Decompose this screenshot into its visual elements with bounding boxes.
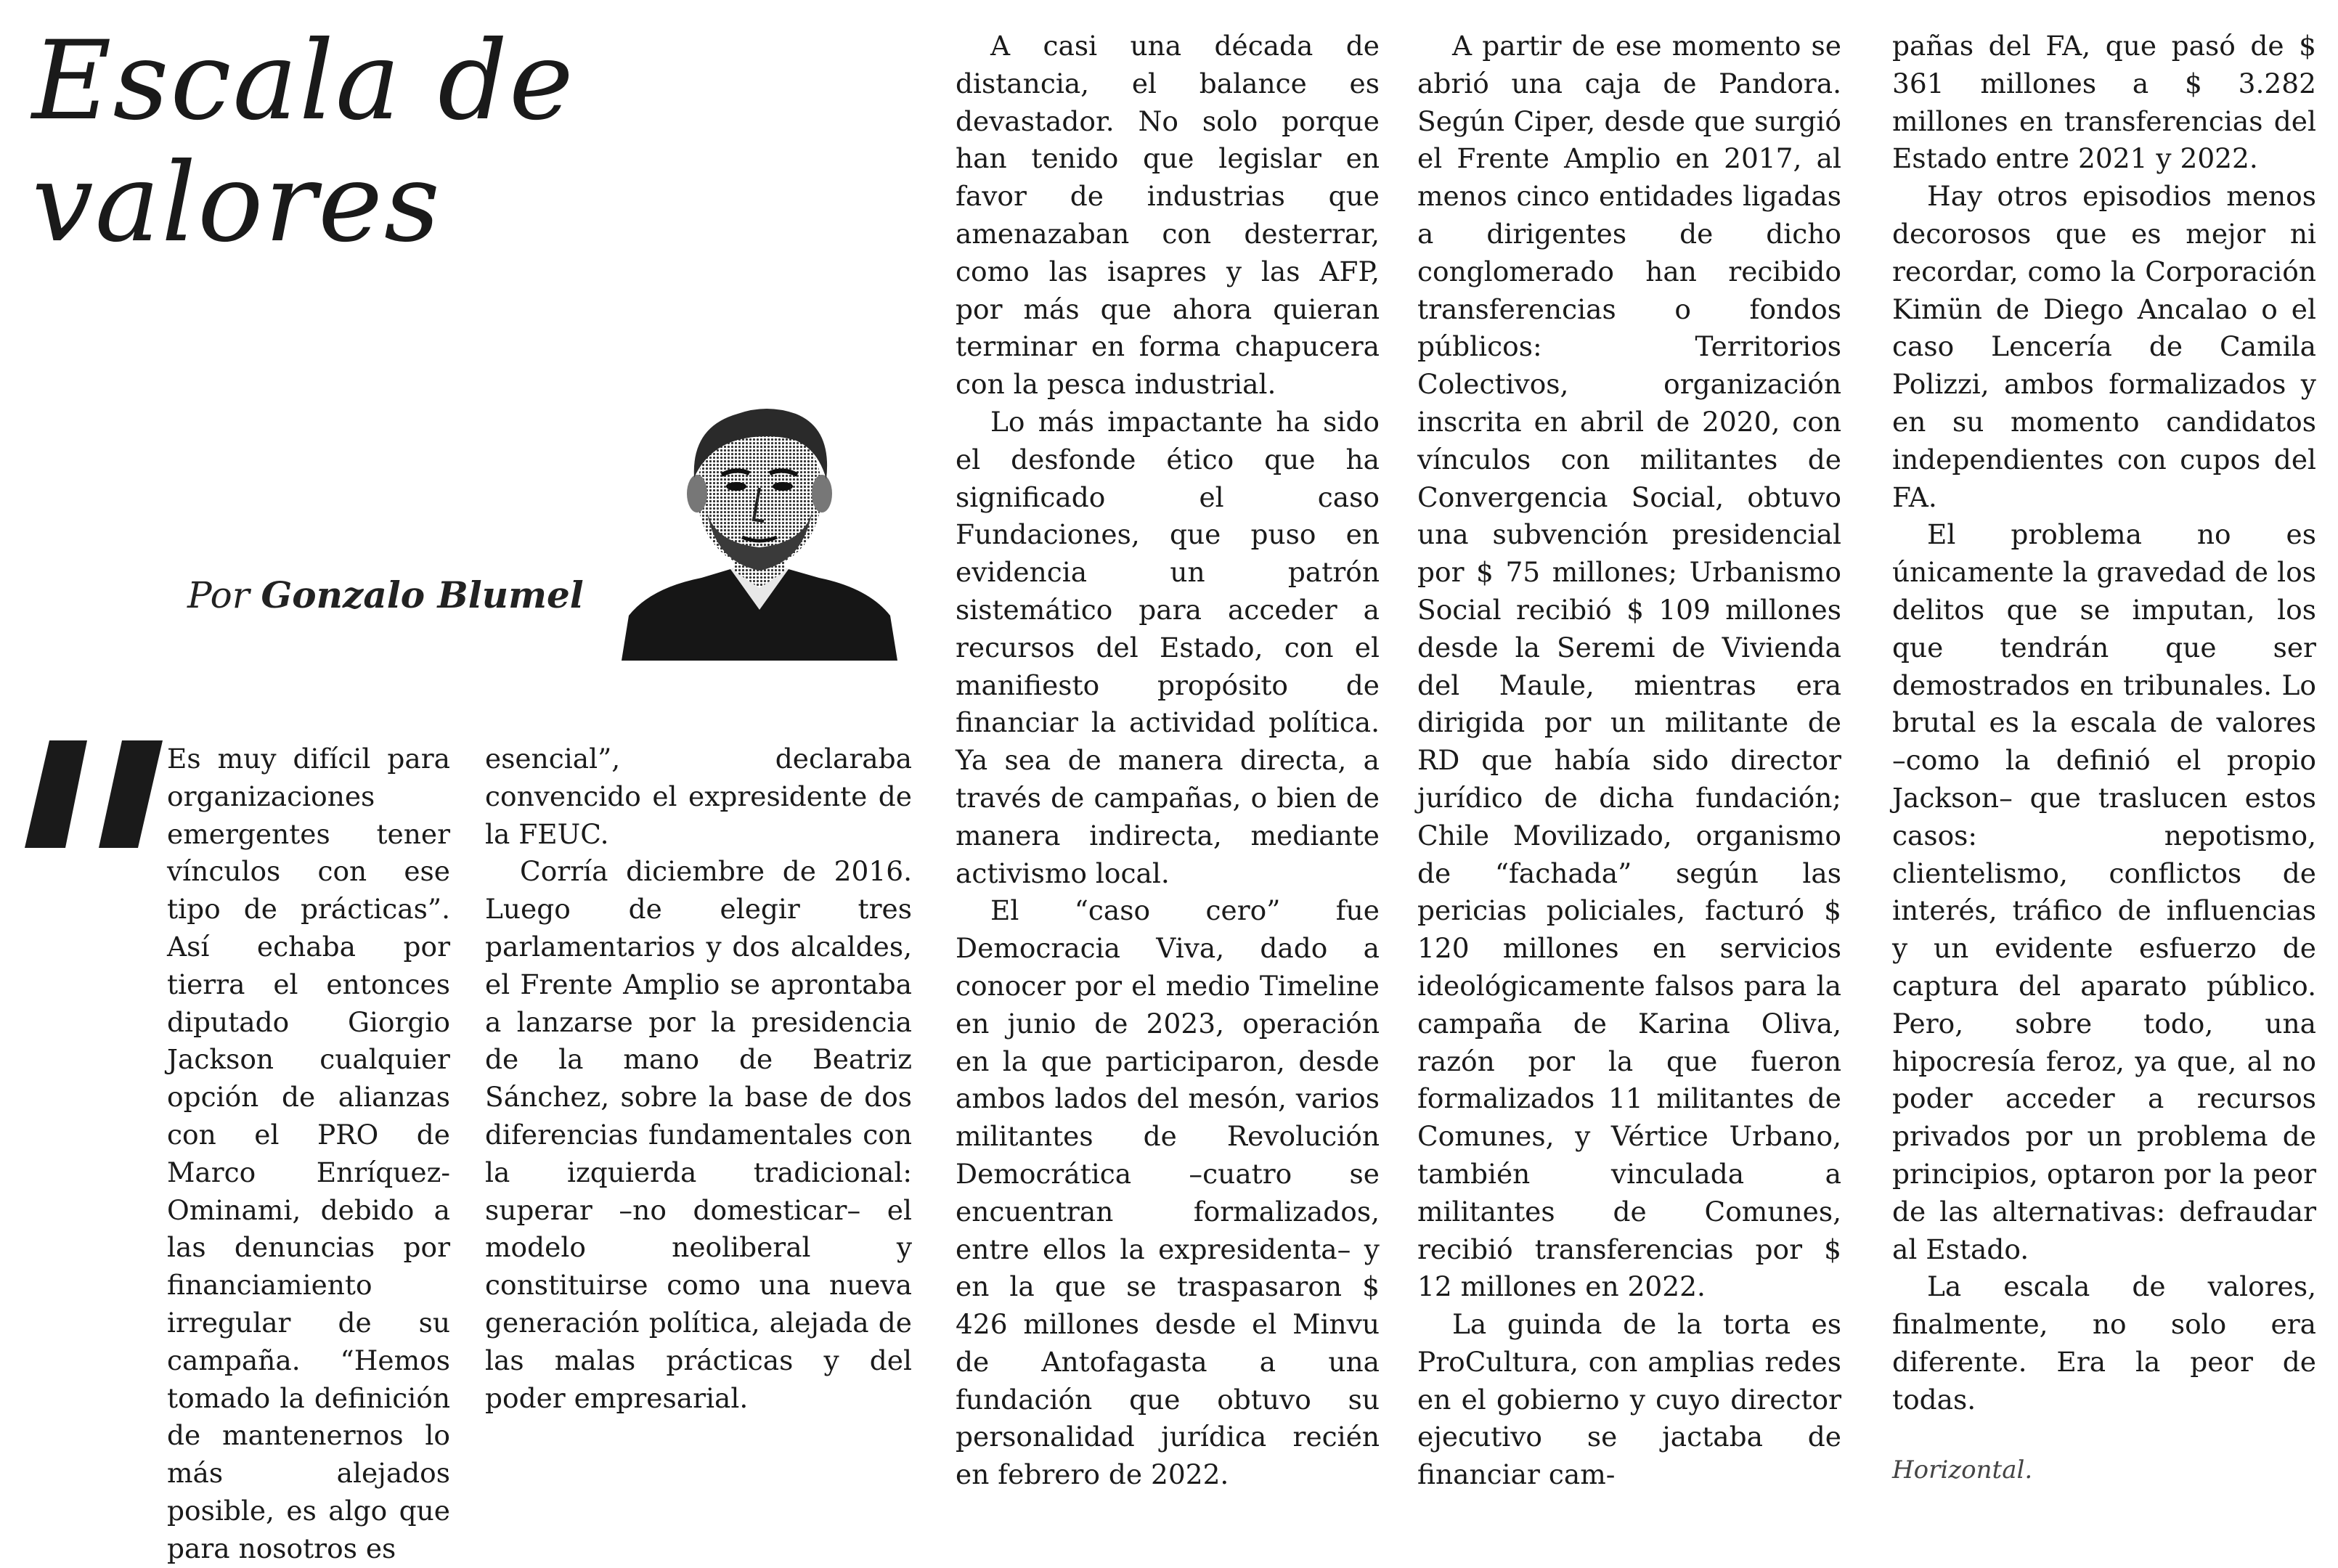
byline: [187, 573, 584, 616]
column-5: [1892, 28, 2316, 1490]
paragraph: El problema no es únicamente la gravedad de los delitos que se imputan, los que tendrán que ser demostrados en tribunales. Lo brutal es la escala de valores –como la definió el propio Jackson– que traslucen estos casos: nepotismo, clientelismo, conflictos de interés, tráfico de influencias y un evidente esfuerzo de captura del aparato público. Pero, sobre todo, una hipocresía feroz, ya que, al no poder acceder a recursos privados por un problema de principios, optaron por la peor de las alternativas: defraudar al Estado.: [1892, 518, 2316, 1265]
paragraph: Lo más impactante ha sido el desfonde ético que ha significado el caso Fundaciones, que puso en evidencia un patrón sistemático para acceder a recursos del Estado, con el manifiesto propósito de financiar la actividad política. Ya sea de manera directa, a través de campañas, o bien de manera indirecta, mediante activismo local.: [956, 405, 1380, 889]
paragraph: La guinda de la torta es ProCultura, con amplias redes en el gobierno y cuyo director ejecutivo se jactaba de financiar cam-: [1417, 1308, 1841, 1491]
column-1: [22, 740, 450, 1568]
paragraph: A partir de ese momento se abrió una caja de Pandora. Según Ciper, desde que surgió el Frente Amplio en 2017, al menos cinco entidades ligadas a dirigentes de dicho conglomerado han recibido transferencias o fondos públicos: Territorios Colectivos, organización inscrita en abril de 2020, con vínculos con militantes de Convergencia Social, obtuvo una subvención presidencial por $ 75 millones; Urbanismo Social recibió $ 109 millones desde la Seremi de Vivienda del Maule, mientras era dirigida por un militante de RD que había sido director jurídico de dicha fundación; Chile Movilizado, organismo de “fachada” según las pericias policiales, facturó $ 120 millones en servicios ideológicamente falsos para la campaña de Karina Oliva, razón por la que fueron formalizados 11 militantes de Comunes, y Vértice Urbano, también vinculada a militantes de Comunes, recibió transferencias por $ 12 millones en 2022.: [1417, 30, 1841, 1303]
title-line-1: Escala de: [32, 18, 575, 144]
paragraph: El “caso cero” fue Democracia Viva, dado a conocer por el medio Timeline en junio de 2023, operación en la que participaron, desde ambos lados del mesón, varios militantes de Revolución Democrática –cuatro se encuentran formalizados, entre ellos la expresidenta– y en la que se traspasaron $ 426 millones desde el Minvu de Antofagasta a una fundación que obtuvo su personalidad jurídica recién en febrero de 2022.: [956, 894, 1380, 1491]
paragraph: A casi una década de distancia, el balance es devastador. No solo porque han tenido que legislar en favor de industrias que amenazaban con desterrar, como las isapres y las AFP, por más que ahora quieran terminar en forma chapucera con la pesca industrial.: [956, 30, 1380, 401]
paragraph: La escala de valores, finalmente, no solo era diferente. Era la peor de todas.: [1892, 1270, 2316, 1416]
column-4: [1417, 28, 1841, 1494]
illustration-credit: Horizontal.: [1892, 1455, 2033, 1485]
column-3: [956, 28, 1380, 1494]
paragraph: Es muy difícil para organizaciones emergentes tener vínculos con ese tipo de prácticas”. Así echaba por tierra el entonces diputado Giorgio Jackson cualquier opción de alianzas con el PRO de Marco Enríquez-Ominami, debido a las denuncias por financiamiento irregular de su campaña. “Hemos tomado la definición de mantenernos lo más alejados posible, es algo que para nosotros es: [167, 743, 450, 1564]
author-name: Gonzalo Blumel: [261, 573, 584, 616]
title-line-2: valores: [32, 140, 441, 266]
paragraph: pañas del FA, que pasó de $ 361 millones a $ 3.282 millones en transferencias del Estado entre 2021 y 2022.: [1892, 30, 2316, 175]
column-2: [485, 740, 912, 1417]
byline-prefix: Por: [187, 574, 250, 616]
paragraph: Corría diciembre de 2016. Luego de elegir tres parlamentarios y dos alcaldes, el Frente Amplio se aprontaba a lanzarse por la presidencia de la mano de Beatriz Sánchez, sobre la base de dos diferencias fundamentales con la izquierda tradicional: superar –no domesticar– el modelo neoliberal y constituirse como una nueva generación política, alejada de las malas prácticas y del poder empresarial.: [485, 855, 912, 1414]
paragraph: esencial”, declaraba convencido el expresidente de la FEUC.: [485, 743, 912, 850]
article-title: [32, 20, 685, 264]
paragraph: Hay otros episodios menos decorosos que es mejor ni recordar, como la Corporación Kimün de Diego Ancalao o el caso Lencería de Camila Polizzi, ambos formalizados y en su momento candidatos independientes con cupos del FA.: [1892, 180, 2316, 513]
author-portrait: [622, 398, 897, 661]
